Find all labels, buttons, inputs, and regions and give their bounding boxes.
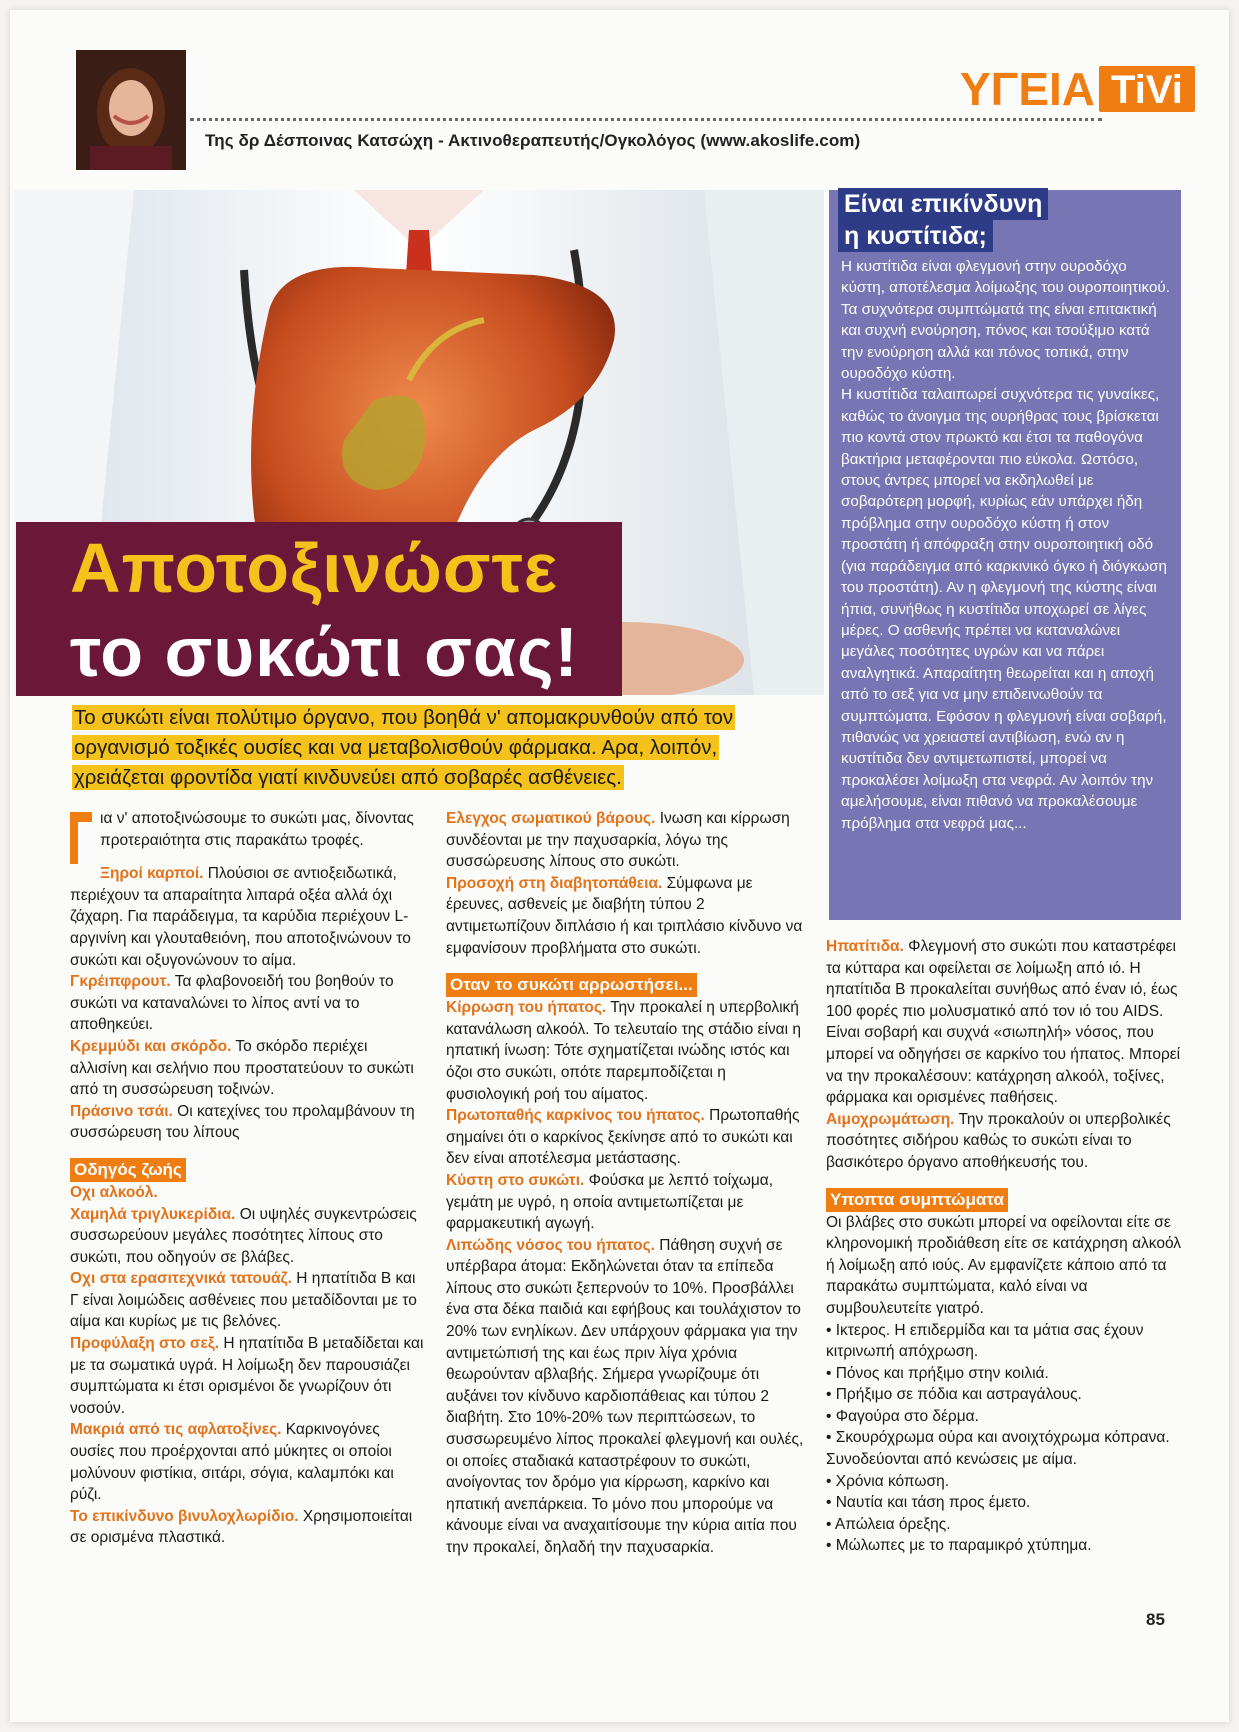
disease-item [446, 997, 808, 1105]
disease-item [446, 1235, 808, 1559]
item-text: Χρησιμοποιείται σε ορισμένα πλαστικά. [70, 1507, 413, 1547]
tip-item [70, 1182, 428, 1204]
tip-item [70, 1506, 428, 1549]
item-text: Πάθηση συχνή σε υπέρβαρα άτομα: Εκδηλώνεται όταν τα επίπεδα λίπους στο συκώτι ξεπερνούν το 10%. Προσβάλλει ένα στα δέκα παιδιά και εφήβους και τουλάχιστον το 20% των ενηλίκων. Δεν υπάρχουν φάρμακα για την αντιμετώπισή της και έως πριν λίγα χρόνια θεωρούνταν αβλαβής. Σήμερα γνωρίζουμε ότι αυξάνει τον κίνδυνο καρδιοπάθειας και τύπου 2 διαβήτη. Στο 10%-20% των περιπτώσεων, το συσσωρευμένο λίπος προκαλεί φλεγμονή και ουλές, οι οποίες σταδιακά καταστρέφουν το συκώτι, ανοίγοντας τον δρόμο για κίρρωση, καρκίνο και ηπατική ανεπάρκεια. Το μόνο που μπορούμε να κάνουμε είναι να αναχαιτίσουμε την κύρια αιτία που την προκαλεί, δηλαδή την παχυσαρκία. [446, 1236, 804, 1556]
lead-line: οργανισμό τοξικές ουσίες και να μεταβολισθούν φάρμακα. Αρα, λοιπόν, [74, 736, 718, 759]
food-item [70, 863, 428, 971]
intro-paragraph [70, 808, 428, 851]
item-text: Η ηπατίτιδα Β και Γ είναι λοιμώδεις ασθένειες που μεταδίδονται με το αίμα και κυρίως με τις βελόνες. [70, 1270, 417, 1331]
item-text: Καρκινογόνες ουσίες που προέρχονται από μύκητες οι οποίοι μολύνουν φιστίκια, σιτάρι, σόγια, καλαμπόκι και ρύζι. [70, 1421, 394, 1504]
disease-item [826, 1109, 1182, 1174]
subheading: Οδηγός ζωής [70, 1158, 186, 1182]
symptom-item: • Φαγούρα στο δέρμα. [826, 1406, 1182, 1428]
food-item [70, 1036, 428, 1101]
item-text: Την προκαλούν οι υπερβολικές ποσότητες σιδήρου καθώς το συκώτι είναι το βασικότερο όργανο αποθήκευσής του. [826, 1110, 1171, 1171]
item-keyword: Ελεγχος σωματικού βάρους. [446, 810, 656, 827]
disease-item [446, 1105, 808, 1170]
item-text: Οι κατεχίνες του προλαμβάνουν τη συσσώρευση του λίπους [70, 1102, 415, 1142]
item-keyword: Προσοχή στη διαβητοπάθεια. [446, 874, 663, 892]
item-keyword: Προφύλαξη στο σεξ. [70, 1335, 220, 1353]
tip-item [70, 1268, 428, 1333]
sidebar-title-line-2: η κυστίτιδα; [838, 220, 993, 252]
symptoms-intro: Οι βλάβες στο συκώτι μπορεί να οφείλονται είτε σε κληρονομική προδιάθεση είτε σε κατάχρηση αλκοόλ ή λοίμωξη από ιούς. Αν εμφανίζετε κάποιο από τα παρακάτω συμπτώματα, καλό είναι να συμβουλευτείτε γιατρό. [826, 1213, 1182, 1317]
title-line-1: Αποτοξινώστε [70, 529, 559, 607]
symptom-item: • Απώλεια όρεξης. [826, 1514, 1182, 1536]
column-2 [446, 808, 808, 1559]
item-keyword: Χαμηλά τριγλυκερίδια. [70, 1205, 236, 1223]
lead-line: χρειάζεται φροντίδα γιατί κινδυνεύει από σοβαρές ασθένειες. [74, 766, 622, 789]
item-text: Ινωση και κίρρωση συνδέονται με την παχυσαρκία, λόγω της συσσώρευσης λίπους στο συκώτι. [446, 810, 790, 871]
disease-item [826, 936, 1182, 1109]
item-keyword: Μακριά από τις αφλατοξίνες. [70, 1421, 282, 1439]
item-text: Οι υψηλές συγκεντρώσεις συσσωρεύουν μεγάλες ποσότητες λίπους στο συκώτι, που οδηγούν σε βλάβες. [70, 1205, 417, 1266]
byline: Της δρ Δέσποινας Κατσώχη - Ακτινοθεραπευτής/Ογκολόγος (www.akoslife.com) [205, 131, 861, 150]
item-keyword: Οχι στα ερασιτεχνικά τατουάζ. [70, 1270, 292, 1288]
food-item [70, 1101, 428, 1144]
lead-paragraph [72, 703, 782, 793]
item-text: Το σκόρδο περιέχει αλλισίνη και σελήνιο που προστατεύουν το συκώτι από τη συσσώρευση τοξινών. [70, 1037, 414, 1099]
item-keyword: Κρεμμύδι και σκόρδο. [70, 1037, 232, 1055]
item-text: Τα φλαβονοειδή του βοηθούν το συκώτι να καταναλώνει το λίπος αντί να το αποθηκεύει. [70, 973, 394, 1034]
page-number: 85 [1146, 1610, 1165, 1629]
tip-item [446, 808, 808, 873]
column-1 [70, 808, 428, 1549]
sidebar-title-line-1: Είναι επικίνδυνη [838, 188, 1048, 220]
item-keyword: Αιμοχρωμάτωση. [826, 1110, 955, 1128]
item-keyword: Κύστη στο συκώτι. [446, 1171, 585, 1189]
section-tag [960, 63, 1195, 115]
sidebar-paragraph: Η κυστίτιδα είναι φλεγμονή στην ουροδόχο κύστη, αποτέλεσμα λοίμωξης του ουροποιητικού. Τα συχνότερα συμπτώματά της είναι επιτακτική και συχνή ενούρηση, πόνος και τσούξιμο κατά την ενούρηση αλλά και πόνος τοπικά, στην ουροδόχο κύστη. [841, 258, 1170, 383]
item-text: Πρωτοπαθής σημαίνει ότι ο καρκίνος ξεκίνησε από το συκώτι και δεν είναι αποτέλεσμα μετάστασης. [446, 1107, 800, 1168]
item-keyword: Οχι αλκοόλ. [70, 1183, 158, 1201]
drop-cap [70, 812, 92, 864]
column-3 [826, 936, 1182, 1557]
tip-item [70, 1204, 428, 1269]
item-keyword: Πράσινο τσάι. [70, 1102, 173, 1120]
item-keyword: Πρωτοπαθής καρκίνος του ήπατος. [446, 1107, 705, 1125]
item-text: Φλεγμονή στο συκώτι που καταστρέφει τα κύτταρα και οφείλεται σε λοίμωξη από ιό. Η ηπατίτιδα Β προκαλείται συνήθως από έναν ιό, έως 100 φορές πιο μολυσματικό από τον ιό του AIDS. Είναι σοβαρή και συχνά «σιωπηλή» νόσος, που μπορεί να οδηγήσει σε καρκίνο του ήπατος. Μπορεί να την προκαλέσουν: κατάχρηση αλκοόλ, τοξίνες, φάρμακα και ορισμένες παθήσεις. [826, 938, 1181, 1107]
food-item [70, 971, 428, 1036]
sidebar-body [841, 256, 1173, 834]
intro-text: ια ν' αποτοξινώσουμε το συκώτι μας, δίνοντας προτεραιότητα στις παρακάτω τροφές. [100, 810, 414, 849]
tip-item [70, 1333, 428, 1419]
item-text: Η ηπατίτιδα Β μεταδίδεται και με τα σωματικά υγρά. Η λοίμωξη δεν παρουσιάζει συμπτώματα κι έτσι ορισμένοι δε γνωρίζουν ότι νοσούν. [70, 1335, 424, 1417]
symptom-item: • Μώλωπες με το παραμικρό χτύπημα. [826, 1535, 1182, 1557]
tip-item [70, 1419, 428, 1505]
subheading: Οταν το συκώτι αρρωστήσει... [446, 973, 697, 997]
author-photo [76, 50, 186, 170]
item-keyword: Το επικίνδυνο βινυλοχλωρίδιο. [70, 1507, 299, 1525]
header-divider [190, 118, 1102, 121]
item-keyword: Γκρέιπφρουτ. [70, 973, 171, 991]
symptom-item: • Ναυτία και τάση προς έμετο. [826, 1492, 1182, 1514]
brand-logo: TiVi [1099, 66, 1195, 112]
item-keyword: Λιπώδης νόσος του ήπατος. [446, 1236, 655, 1254]
lead-line: Το συκώτι είναι πολύτιμο όργανο, που βοηθά ν' απομακρυνθούν από τον [74, 706, 734, 729]
tip-item [446, 873, 808, 959]
symptom-item: • Πόνος και πρήξιμο στην κοιλιά. [826, 1363, 1182, 1385]
symptom-item: • Χρόνια κόπωση. [826, 1471, 1182, 1493]
item-keyword: Ξηροί καρποί. [100, 865, 204, 883]
disease-item [446, 1170, 808, 1235]
sidebar-title [838, 188, 1048, 252]
item-text: Την προκαλεί η υπερβολική κατανάλωση αλκοόλ. Το τελευταίο της στάδιο είναι η ηπατική ίνωση: Τότε σχηματίζεται ινώδης ιστός και όζοι στο συκώτι, οπότε παρεμποδίζεται η φυσιολογική ροή του αίματος. [446, 999, 801, 1103]
symptom-item: • Ικτερος. Η επιδερμίδα και τα μάτια σας έχουν κιτρινωπή απόχρωση. [826, 1320, 1182, 1363]
symptom-item: • Σκουρόχρωμα ούρα και ανοιχτόχρωμα κόπρανα. Συνοδεύονται από κενώσεις με αίμα. [826, 1427, 1182, 1470]
symptom-item: • Πρήξιμο σε πόδια και αστραγάλους. [826, 1384, 1182, 1406]
subheading: Υποπτα συμπτώματα [826, 1188, 1008, 1212]
item-text: Σύμφωνα με έρευνες, ασθενείς με διαβήτη τύπου 2 αντιμετωπίζουν διπλάσιο ή και τριπλάσιο κίνδυνο να εμφανίσουν προβλήματα στο συκώτι. [446, 874, 803, 957]
title-line-2: το συκώτι σας! [70, 613, 579, 691]
item-text: Πλούσιοι σε αντιοξειδωτικά, περιέχουν τα απαραίτητα λιπαρά οξέα αλλά όχι ζάχαρη. Για παράδειγμα, τα καρύδια περιέχουν L-αργινίνη και γλουταθειόνη, που αποτοξινώνουν το συκώτι και οξυγονώνουν το αίμα. [70, 865, 411, 969]
sidebar-paragraph: Η κυστίτιδα ταλαιπωρεί συχνότερα τις γυναίκες, καθώς το άνοιγμα της ουρήθρας τους βρίσκεται πιο κοντά στον πρωκτό και έτσι τα παθογόνα βακτήρια μεταφέρονται πιο εύκολα. Ωστόσο, στους άντρες μπορεί να εκδηλωθεί με σοβαρότερη μορφή, κυρίως εάν υπάρχει ήδη πρόβλημα στην ουροδόχο κύστη ή στον προστάτη ή απόφραξη στην ουροποιητική οδό (για παράδειγμα από καρκινικό όγκο ή διόγκωση του προστάτη). Αν η φλεγμονή της κύστης είναι ήπια, συνήθως η κυστίτιδα υποχωρεί σε λίγες μέρες. Ο ασθενής πρέπει να καταναλώνει μεγάλες ποσότητες υγρών και να πάρει αναλγητικά. Απαραίτητη θεωρείται και η αποχή από το σεξ για να μην επιδεινωθούν τα συμπτώματα. Εφόσον η φλεγμονή είναι σοβαρή, πιθανώς να χρειαστεί αντιβίωση, ενώ αν η κυστίτιδα δεν αντιμετωπιστεί, μπορεί να προκαλέσει λοίμωξη στα νεφρά. Αν λοιπόν την αμελήσουμε, είναι πιθανό να προκαλέσουμε πρόβλημα στα νεφρά μας... [841, 386, 1167, 832]
item-keyword: Ηπατίτιδα. [826, 938, 904, 955]
section-name: ΥΓΕΙΑ [960, 63, 1096, 115]
item-text: Φούσκα με λεπτό τοίχωμα, γεμάτη με υγρό, η οποία αντιμετωπίζεται με φαρμακευτική αγωγή. [446, 1171, 774, 1233]
item-keyword: Κίρρωση του ήπατος. [446, 999, 607, 1017]
